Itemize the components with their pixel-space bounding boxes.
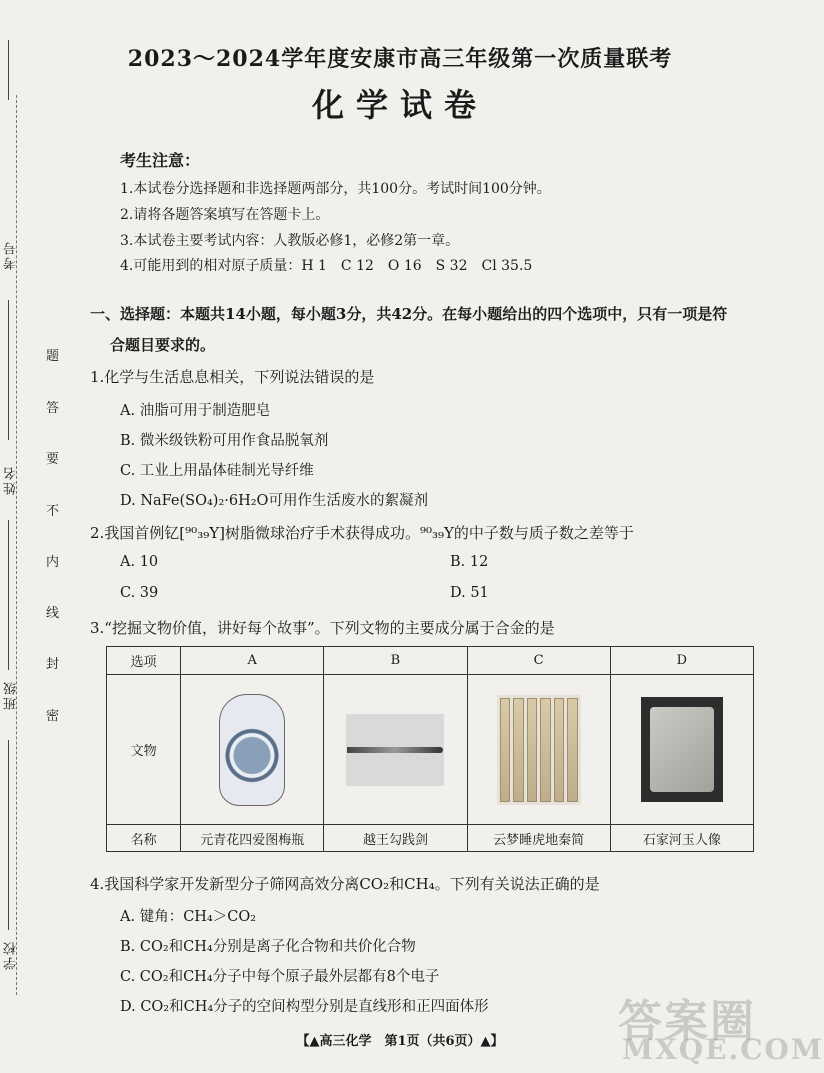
question-1-stem: 1.化学与生活息息相关，下列说法错误的是 — [90, 368, 375, 386]
q4-option-d: D. CO₂和CH₄分子的空间构型分别是直线形和正四面体形 — [120, 999, 489, 1015]
q1-option-d: D. NaFe(SO₄)₂·6H₂O可用作生活废水的絮凝剂 — [120, 493, 428, 509]
notice-item: 1.本试卷分选择题和非选择题两部分，共100分。考试时间100分钟。 — [120, 181, 551, 197]
class-label: 班级 — [4, 680, 19, 710]
school-label: 学校 — [4, 940, 19, 970]
relic-name: 云梦睡虎地秦简 — [467, 825, 610, 852]
paper-title: 化学试卷 — [311, 86, 488, 124]
bamboo-slips-image — [497, 695, 581, 805]
q1-option-c: C. 工业上用晶体硅制光导纤维 — [120, 463, 314, 479]
exam-no-label: 考号 — [4, 240, 19, 270]
q2-option-b: B. 12 — [450, 554, 489, 570]
q1-option-b: B. 微米级铁粉可用作食品脱氧剂 — [120, 433, 329, 449]
q2-option-a: A. 10 — [120, 554, 159, 570]
notice-item: 3.本试卷主要考试内容：人教版必修1，必修2第一章。 — [120, 233, 460, 249]
relic-image-sword — [324, 675, 467, 825]
seal-char: 内 — [46, 555, 60, 570]
relic-name: 石家河玉人像 — [610, 825, 753, 852]
name-underline — [8, 300, 9, 440]
q2-option-d: D. 51 — [450, 585, 489, 601]
notice-heading: 考生注意： — [120, 151, 201, 170]
seal-char: 封 — [46, 657, 60, 672]
exam-title: 2023～2024学年度安康市高三年级第一次质量联考 — [127, 46, 673, 72]
notice-item: 2.请将各题答案填写在答题卡上。 — [120, 207, 330, 223]
name-label: 名称 — [107, 825, 181, 852]
jade-figure-image — [641, 697, 723, 802]
seal-char: 不 — [46, 504, 60, 519]
watermark-url: MXQE.COM — [622, 1033, 824, 1066]
relic-image-jade — [610, 675, 753, 825]
vase-image — [219, 694, 285, 806]
table-header-cell: C — [467, 647, 610, 675]
section-heading-cont: 合题目要求的。 — [110, 336, 216, 354]
seal-char: 要 — [46, 452, 60, 467]
question-2-stem: 2.我国首例钇[⁹⁰₃₉Y]树脂微球治疗手术获得成功。⁹⁰₃₉Y的中子数与质子数之差等于 — [90, 524, 634, 542]
seal-char: 答 — [46, 401, 60, 416]
seal-char: 线 — [46, 606, 60, 621]
section-heading: 一、选择题：本题共14小题，每小题3分，共42分。在每小题给出的四个选项中，只有一项是符 — [90, 305, 728, 323]
question-3-stem: 3.“挖掘文物价值，讲好每个故事”。下列文物的主要成分属于合金的是 — [90, 619, 555, 637]
name-label: 姓名 — [4, 465, 19, 495]
page-footer: 【▲高三化学 第1页（共6页）▲】 — [296, 1034, 504, 1049]
seal-char: 题 — [46, 349, 60, 364]
question-4-stem: 4.我国科学家开发新型分子筛网高效分离CO₂和CH₄。下列有关说法正确的是 — [90, 875, 600, 893]
relics-table — [106, 646, 754, 852]
relic-name: 越王勾践剑 — [324, 825, 467, 852]
q4-option-a: A. 键角：CH₄＞CO₂ — [120, 909, 257, 925]
watermark-logo: 答案圈 — [618, 996, 756, 1047]
binding-line — [16, 95, 18, 995]
sword-image — [346, 714, 444, 786]
relic-image-vase — [181, 675, 324, 825]
table-header-cell: 选项 — [107, 647, 181, 675]
school-underline — [8, 740, 9, 930]
table-header-cell: A — [181, 647, 324, 675]
q4-option-b: B. CO₂和CH₄分别是离子化合物和共价化合物 — [120, 939, 416, 955]
q2-option-c: C. 39 — [120, 585, 159, 601]
class-underline — [8, 520, 9, 670]
table-header-cell: D — [610, 647, 753, 675]
q4-option-c: C. CO₂和CH₄分子中每个原子最外层都有8个电子 — [120, 969, 440, 985]
row-label: 文物 — [107, 675, 181, 825]
seal-char: 密 — [46, 709, 60, 724]
table-header-cell: B — [324, 647, 467, 675]
relic-name: 元青花四爱图梅瓶 — [181, 825, 324, 852]
notice-item: 4.可能用到的相对原子质量：H 1 C 12 O 16 S 32 Cl 35.5 — [120, 258, 533, 274]
q1-option-a: A. 油脂可用于制造肥皂 — [120, 403, 271, 419]
relic-image-slips — [467, 675, 610, 825]
